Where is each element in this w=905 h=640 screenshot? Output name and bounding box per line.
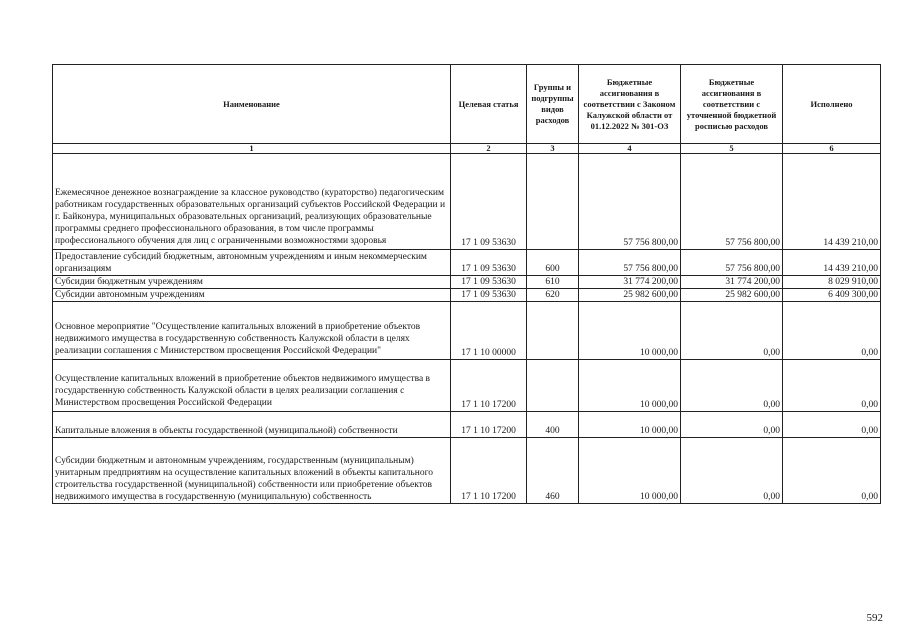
column-number: 2 [451, 144, 527, 154]
row-executed-amount: 14 439 210,00 [783, 250, 881, 276]
table-row [53, 360, 881, 412]
page-number: 592 [866, 612, 883, 624]
row-code: 17 1 09 53630 [451, 276, 527, 289]
row-code: 17 1 09 53630 [451, 289, 527, 302]
header-name: Наименование [53, 65, 451, 144]
column-number-row [53, 144, 881, 154]
row-name: Субсидии бюджетным учреждениям [53, 276, 451, 289]
table-row [53, 154, 881, 250]
row-code: 17 1 10 17200 [451, 360, 527, 412]
header-row [53, 65, 881, 144]
row-group: 620 [527, 289, 579, 302]
row-name: Субсидии автономным учреждениям [53, 289, 451, 302]
row-group: 600 [527, 250, 579, 276]
row-group [527, 154, 579, 250]
row-law-amount: 31 774 200,00 [579, 276, 681, 289]
table-row [53, 302, 881, 360]
row-refined-amount: 57 756 800,00 [681, 250, 783, 276]
table-row [53, 438, 881, 504]
row-executed-amount: 14 439 210,00 [783, 154, 881, 250]
row-refined-amount: 57 756 800,00 [681, 154, 783, 250]
row-law-amount: 10 000,00 [579, 360, 681, 412]
row-law-amount: 10 000,00 [579, 302, 681, 360]
row-name: Ежемесячное денежное вознаграждение за классное руководство (кураторство) педагогическим работникам государственных образовательных организаций субъектов Российской Федерации и г. Байконура, муниципальных образовательных организаций, реализующих образовательные программы среднего профессионального образования, в том числе программы профессионального обучения для лиц с ограниченными возможностями здоровья [53, 154, 451, 250]
row-group [527, 302, 579, 360]
budget-table [52, 64, 881, 504]
row-name: Предоставление субсидий бюджетным, автономным учреждениям и иным некоммерческим организациям [53, 250, 451, 276]
row-refined-amount: 0,00 [681, 302, 783, 360]
row-law-amount: 57 756 800,00 [579, 154, 681, 250]
row-code: 17 1 09 53630 [451, 250, 527, 276]
row-name: Капитальные вложения в объекты государственной (муниципальной) собственности [53, 412, 451, 438]
row-executed-amount: 0,00 [783, 412, 881, 438]
row-group: 610 [527, 276, 579, 289]
row-group: 400 [527, 412, 579, 438]
row-law-amount: 25 982 600,00 [579, 289, 681, 302]
row-name: Субсидии бюджетным и автономным учреждениям, государственным (муниципальным) унитарным предприятиям на осуществление капитальных вложений в объекты капитального строительства государственной (муниципальной) собственности или приобретение объектов недвижимого имущества в государственную (муниципальную) собственность [53, 438, 451, 504]
column-number: 5 [681, 144, 783, 154]
row-refined-amount: 0,00 [681, 360, 783, 412]
row-executed-amount: 0,00 [783, 360, 881, 412]
header-refined: Бюджетные ассигнования в соответствии с уточненной бюджетной росписью расходов [681, 65, 783, 144]
row-law-amount: 10 000,00 [579, 412, 681, 438]
row-executed-amount: 0,00 [783, 302, 881, 360]
row-name: Осуществление капитальных вложений в приобретение объектов недвижимого имущества в государственную собственность Калужской области в целях реализации соглашения с Министерством просвещения Российской Федерации [53, 360, 451, 412]
table-row [53, 276, 881, 289]
row-name: Основное мероприятие "Осуществление капитальных вложений в приобретение объектов недвижимого имущества в государственную собственность Калужской области в целях реализации соглашения с Министерством просвещения Российской Федерации" [53, 302, 451, 360]
header-group: Группы и подгруппы видов расходов [527, 65, 579, 144]
row-code: 17 1 10 00000 [451, 302, 527, 360]
row-group [527, 360, 579, 412]
table-row [53, 412, 881, 438]
table-row [53, 250, 881, 276]
row-refined-amount: 25 982 600,00 [681, 289, 783, 302]
row-group: 460 [527, 438, 579, 504]
row-law-amount: 10 000,00 [579, 438, 681, 504]
header-executed: Исполнено [783, 65, 881, 144]
column-number: 4 [579, 144, 681, 154]
row-law-amount: 57 756 800,00 [579, 250, 681, 276]
row-code: 17 1 10 17200 [451, 412, 527, 438]
row-refined-amount: 0,00 [681, 412, 783, 438]
row-executed-amount: 8 029 910,00 [783, 276, 881, 289]
column-number: 1 [53, 144, 451, 154]
row-executed-amount: 6 409 300,00 [783, 289, 881, 302]
header-code: Целевая статья [451, 65, 527, 144]
row-refined-amount: 31 774 200,00 [681, 276, 783, 289]
header-law: Бюджетные ассигнования в соответствии с Законом Калужской области от 01.12.2022 № 301-ОЗ [579, 65, 681, 144]
row-code: 17 1 10 17200 [451, 438, 527, 504]
row-code: 17 1 09 53630 [451, 154, 527, 250]
row-executed-amount: 0,00 [783, 438, 881, 504]
table-row [53, 289, 881, 302]
row-refined-amount: 0,00 [681, 438, 783, 504]
column-number: 6 [783, 144, 881, 154]
column-number: 3 [527, 144, 579, 154]
